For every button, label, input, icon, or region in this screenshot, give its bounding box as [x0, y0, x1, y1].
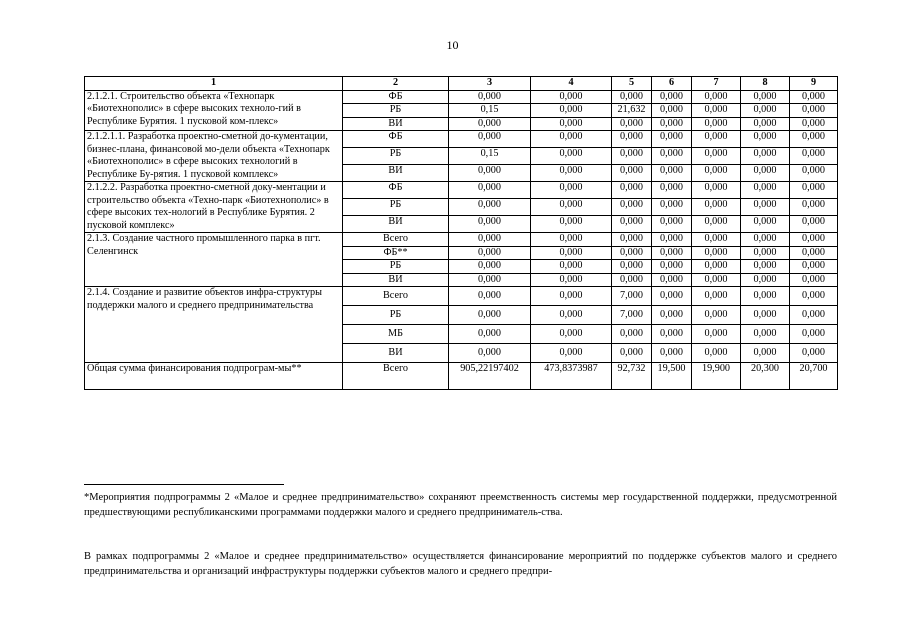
value-cell: 0,000	[790, 216, 838, 233]
value-cell: 0,000	[652, 117, 692, 131]
value-cell: 0,15	[449, 148, 531, 165]
value-cell: 0,000	[741, 90, 790, 104]
activity-name-cell: 2.1.3. Создание частного промышленного парка в пгт. Селенгинск	[85, 233, 343, 287]
table-row	[85, 182, 838, 199]
funding-source-cell: ФБ	[343, 182, 449, 199]
value-cell: 0,000	[692, 117, 741, 131]
activity-name-cell: 2.1.2.1. Строительство объекта «Технопарк «Биотехнополис» в сфере высоких техноло-гий в Республике Бурятия. 1 пусковой ком-плекс»	[85, 90, 343, 131]
total-value-cell: 92,732	[612, 363, 652, 390]
value-cell: 0,000	[612, 117, 652, 131]
total-value-cell: 19,500	[652, 363, 692, 390]
value-cell: 0,000	[612, 260, 652, 274]
value-cell: 0,000	[531, 273, 612, 287]
column-header: 4	[531, 77, 612, 91]
value-cell: 0,000	[612, 199, 652, 216]
page-number: 10	[446, 38, 459, 52]
value-cell: 0,000	[692, 246, 741, 260]
value-cell: 0,000	[531, 148, 612, 165]
value-cell: 0,000	[449, 246, 531, 260]
funding-source-cell: Всего	[343, 233, 449, 247]
table-header-row	[85, 77, 838, 91]
funding-source-cell: РБ	[343, 104, 449, 118]
value-cell: 0,000	[531, 246, 612, 260]
value-cell: 0,000	[790, 199, 838, 216]
value-cell: 0,000	[692, 233, 741, 247]
value-cell: 0,000	[449, 131, 531, 148]
value-cell: 0,000	[531, 131, 612, 148]
value-cell: 7,000	[612, 306, 652, 325]
value-cell: 0,000	[741, 306, 790, 325]
value-cell: 0,000	[612, 216, 652, 233]
value-cell: 0,000	[449, 117, 531, 131]
value-cell: 0,000	[741, 216, 790, 233]
value-cell: 0,000	[612, 90, 652, 104]
activity-name-cell: 2.1.2.1.1. Разработка проектно-сметной до-кументации, бизнес-плана, финансовой мо-дели объекта «Технопарк «Биотехнополис» в сфере высоких технологий в Республике Бу-рятия. 1 пусковой комплекс»	[85, 131, 343, 182]
value-cell: 0,000	[790, 182, 838, 199]
value-cell: 0,000	[692, 344, 741, 363]
value-cell: 0,000	[531, 104, 612, 118]
column-header: 2	[343, 77, 449, 91]
value-cell: 0,000	[790, 344, 838, 363]
funding-source-cell: РБ	[343, 148, 449, 165]
value-cell: 0,000	[652, 182, 692, 199]
value-cell: 0,000	[741, 344, 790, 363]
value-cell: 0,000	[741, 273, 790, 287]
value-cell: 0,000	[449, 216, 531, 233]
value-cell: 0,000	[449, 233, 531, 247]
value-cell: 0,000	[612, 165, 652, 182]
value-cell: 0,000	[692, 131, 741, 148]
value-cell: 0,000	[790, 131, 838, 148]
value-cell: 0,000	[449, 344, 531, 363]
table-row	[85, 90, 838, 104]
value-cell: 0,000	[741, 287, 790, 306]
value-cell: 0,000	[531, 287, 612, 306]
value-cell: 0,000	[531, 90, 612, 104]
value-cell: 0,000	[449, 287, 531, 306]
funding-source-cell: РБ	[343, 260, 449, 274]
value-cell: 0,000	[790, 90, 838, 104]
table-row	[85, 131, 838, 148]
funding-source-cell: ВИ	[343, 165, 449, 182]
value-cell: 0,000	[449, 90, 531, 104]
funding-source-cell: МБ	[343, 325, 449, 344]
body-paragraph: В рамках подпрограммы 2 «Малое и среднее предпринимательство» осуществляется финансирование мероприятий по поддержке субъектов малого и среднего предпринимательства и организаций инфраструктуры поддержки субъектов малого и среднего предпри-	[84, 551, 837, 577]
value-cell: 0,000	[612, 273, 652, 287]
financing-table	[84, 76, 838, 390]
value-cell: 0,000	[652, 131, 692, 148]
value-cell: 0,000	[531, 325, 612, 344]
value-cell: 0,000	[741, 199, 790, 216]
funding-source-cell: ВИ	[343, 273, 449, 287]
value-cell: 0,000	[652, 90, 692, 104]
funding-source-cell: ФБ	[343, 131, 449, 148]
value-cell: 0,000	[449, 306, 531, 325]
value-cell: 0,000	[652, 287, 692, 306]
total-source-cell: Всего	[343, 363, 449, 390]
total-value-cell: 905,22197402	[449, 363, 531, 390]
value-cell: 0,000	[531, 216, 612, 233]
value-cell: 0,000	[692, 325, 741, 344]
value-cell: 0,000	[692, 306, 741, 325]
value-cell: 0,000	[790, 306, 838, 325]
value-cell: 0,000	[692, 287, 741, 306]
value-cell: 0,000	[741, 104, 790, 118]
value-cell: 0,000	[790, 325, 838, 344]
value-cell: 0,000	[692, 216, 741, 233]
value-cell: 0,000	[449, 325, 531, 344]
value-cell: 0,000	[692, 182, 741, 199]
value-cell: 0,000	[652, 216, 692, 233]
column-header: 1	[85, 77, 343, 91]
value-cell: 0,000	[741, 117, 790, 131]
value-cell: 21,632	[612, 104, 652, 118]
value-cell: 0,000	[531, 199, 612, 216]
value-cell: 0,000	[692, 273, 741, 287]
value-cell: 0,000	[741, 246, 790, 260]
value-cell: 0,000	[790, 246, 838, 260]
value-cell: 0,15	[449, 104, 531, 118]
value-cell: 0,000	[449, 260, 531, 274]
footnote: *Мероприятия подпрограммы 2 «Малое и среднее предпринимательство» сохраняют преемственность системы мер государственной поддержки, предусмотренной предшествующими республиканскими программами поддержки малого и среднего предприниматель-ства.	[84, 492, 837, 518]
funding-source-cell: ФБ**	[343, 246, 449, 260]
value-cell: 0,000	[741, 165, 790, 182]
value-cell: 0,000	[612, 233, 652, 247]
column-header: 8	[741, 77, 790, 91]
value-cell: 0,000	[449, 199, 531, 216]
value-cell: 0,000	[612, 182, 652, 199]
value-cell: 0,000	[692, 260, 741, 274]
value-cell: 0,000	[652, 199, 692, 216]
value-cell: 0,000	[741, 325, 790, 344]
total-name-cell: Общая сумма финансирования подпрограм-мы**	[85, 363, 343, 390]
funding-source-cell: Всего	[343, 287, 449, 306]
value-cell: 0,000	[531, 182, 612, 199]
column-header: 5	[612, 77, 652, 91]
value-cell: 0,000	[612, 344, 652, 363]
value-cell: 7,000	[612, 287, 652, 306]
table-row	[85, 233, 838, 247]
funding-source-cell: РБ	[343, 199, 449, 216]
value-cell: 0,000	[692, 165, 741, 182]
value-cell: 0,000	[652, 260, 692, 274]
total-value-cell: 20,700	[790, 363, 838, 390]
value-cell: 0,000	[692, 148, 741, 165]
value-cell: 0,000	[741, 148, 790, 165]
value-cell: 0,000	[449, 165, 531, 182]
value-cell: 0,000	[531, 117, 612, 131]
value-cell: 0,000	[790, 273, 838, 287]
funding-source-cell: РБ	[343, 306, 449, 325]
funding-source-cell: ФБ	[343, 90, 449, 104]
value-cell: 0,000	[652, 325, 692, 344]
column-header: 7	[692, 77, 741, 91]
table-row	[85, 287, 838, 306]
value-cell: 0,000	[692, 90, 741, 104]
value-cell: 0,000	[652, 148, 692, 165]
funding-source-cell: ВИ	[343, 117, 449, 131]
total-value-cell: 473,8373987	[531, 363, 612, 390]
activity-name-cell: 2.1.4. Создание и развитие объектов инфра-структуры поддержки малого и среднего предпринимательства	[85, 287, 343, 363]
value-cell: 0,000	[449, 182, 531, 199]
total-value-cell: 20,300	[741, 363, 790, 390]
value-cell: 0,000	[741, 131, 790, 148]
value-cell: 0,000	[531, 260, 612, 274]
value-cell: 0,000	[790, 117, 838, 131]
value-cell: 0,000	[531, 306, 612, 325]
value-cell: 0,000	[612, 131, 652, 148]
activity-name-cell: 2.1.2.2. Разработка проектно-сметной доку-ментации и строительство объекта «Техно-парк «Биотехнополис» в сфере высоких тех-нологий в Республике Бурятия. 2 пусковой комплекс»	[85, 182, 343, 233]
table-row-total	[85, 363, 838, 390]
value-cell: 0,000	[741, 233, 790, 247]
funding-source-cell: ВИ	[343, 344, 449, 363]
value-cell: 0,000	[692, 104, 741, 118]
value-cell: 0,000	[790, 287, 838, 306]
value-cell: 0,000	[652, 246, 692, 260]
value-cell: 0,000	[652, 344, 692, 363]
value-cell: 0,000	[612, 148, 652, 165]
value-cell: 0,000	[652, 165, 692, 182]
value-cell: 0,000	[790, 260, 838, 274]
value-cell: 0,000	[531, 344, 612, 363]
value-cell: 0,000	[652, 104, 692, 118]
footnote-divider	[84, 484, 284, 485]
value-cell: 0,000	[652, 306, 692, 325]
value-cell: 0,000	[612, 325, 652, 344]
value-cell: 0,000	[790, 104, 838, 118]
column-header: 3	[449, 77, 531, 91]
funding-source-cell: ВИ	[343, 216, 449, 233]
column-header: 6	[652, 77, 692, 91]
total-value-cell: 19,900	[692, 363, 741, 390]
value-cell: 0,000	[790, 148, 838, 165]
value-cell: 0,000	[692, 199, 741, 216]
value-cell: 0,000	[741, 182, 790, 199]
value-cell: 0,000	[652, 273, 692, 287]
table-body	[85, 90, 838, 390]
value-cell: 0,000	[531, 165, 612, 182]
column-header: 9	[790, 77, 838, 91]
value-cell: 0,000	[741, 260, 790, 274]
value-cell: 0,000	[612, 246, 652, 260]
value-cell: 0,000	[790, 233, 838, 247]
value-cell: 0,000	[449, 273, 531, 287]
value-cell: 0,000	[531, 233, 612, 247]
value-cell: 0,000	[652, 233, 692, 247]
value-cell: 0,000	[790, 165, 838, 182]
